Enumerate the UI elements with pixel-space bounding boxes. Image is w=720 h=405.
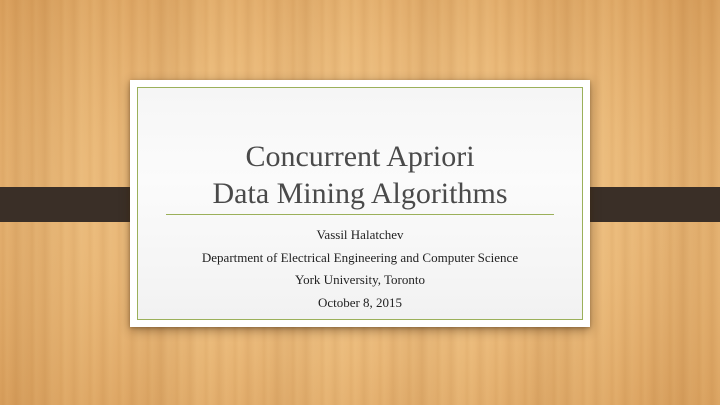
divider-rule [166,214,554,215]
title-line-1: Concurrent Apriori [245,140,475,173]
decorative-band-left [0,187,143,222]
slide-title [138,138,582,212]
author-name: Vassil Halatchev [316,227,404,242]
title-card-frame [137,87,583,320]
title-card [130,80,590,327]
presentation-date: October 8, 2015 [317,294,403,310]
subtitle-block [138,224,582,314]
title-line-2: Data Mining Algorithms [212,177,508,210]
department-name: Department of Electrical Engineering and Computer Science [201,249,519,265]
decorative-band-right [577,187,720,222]
institution-name: York University, Toronto [295,272,425,287]
